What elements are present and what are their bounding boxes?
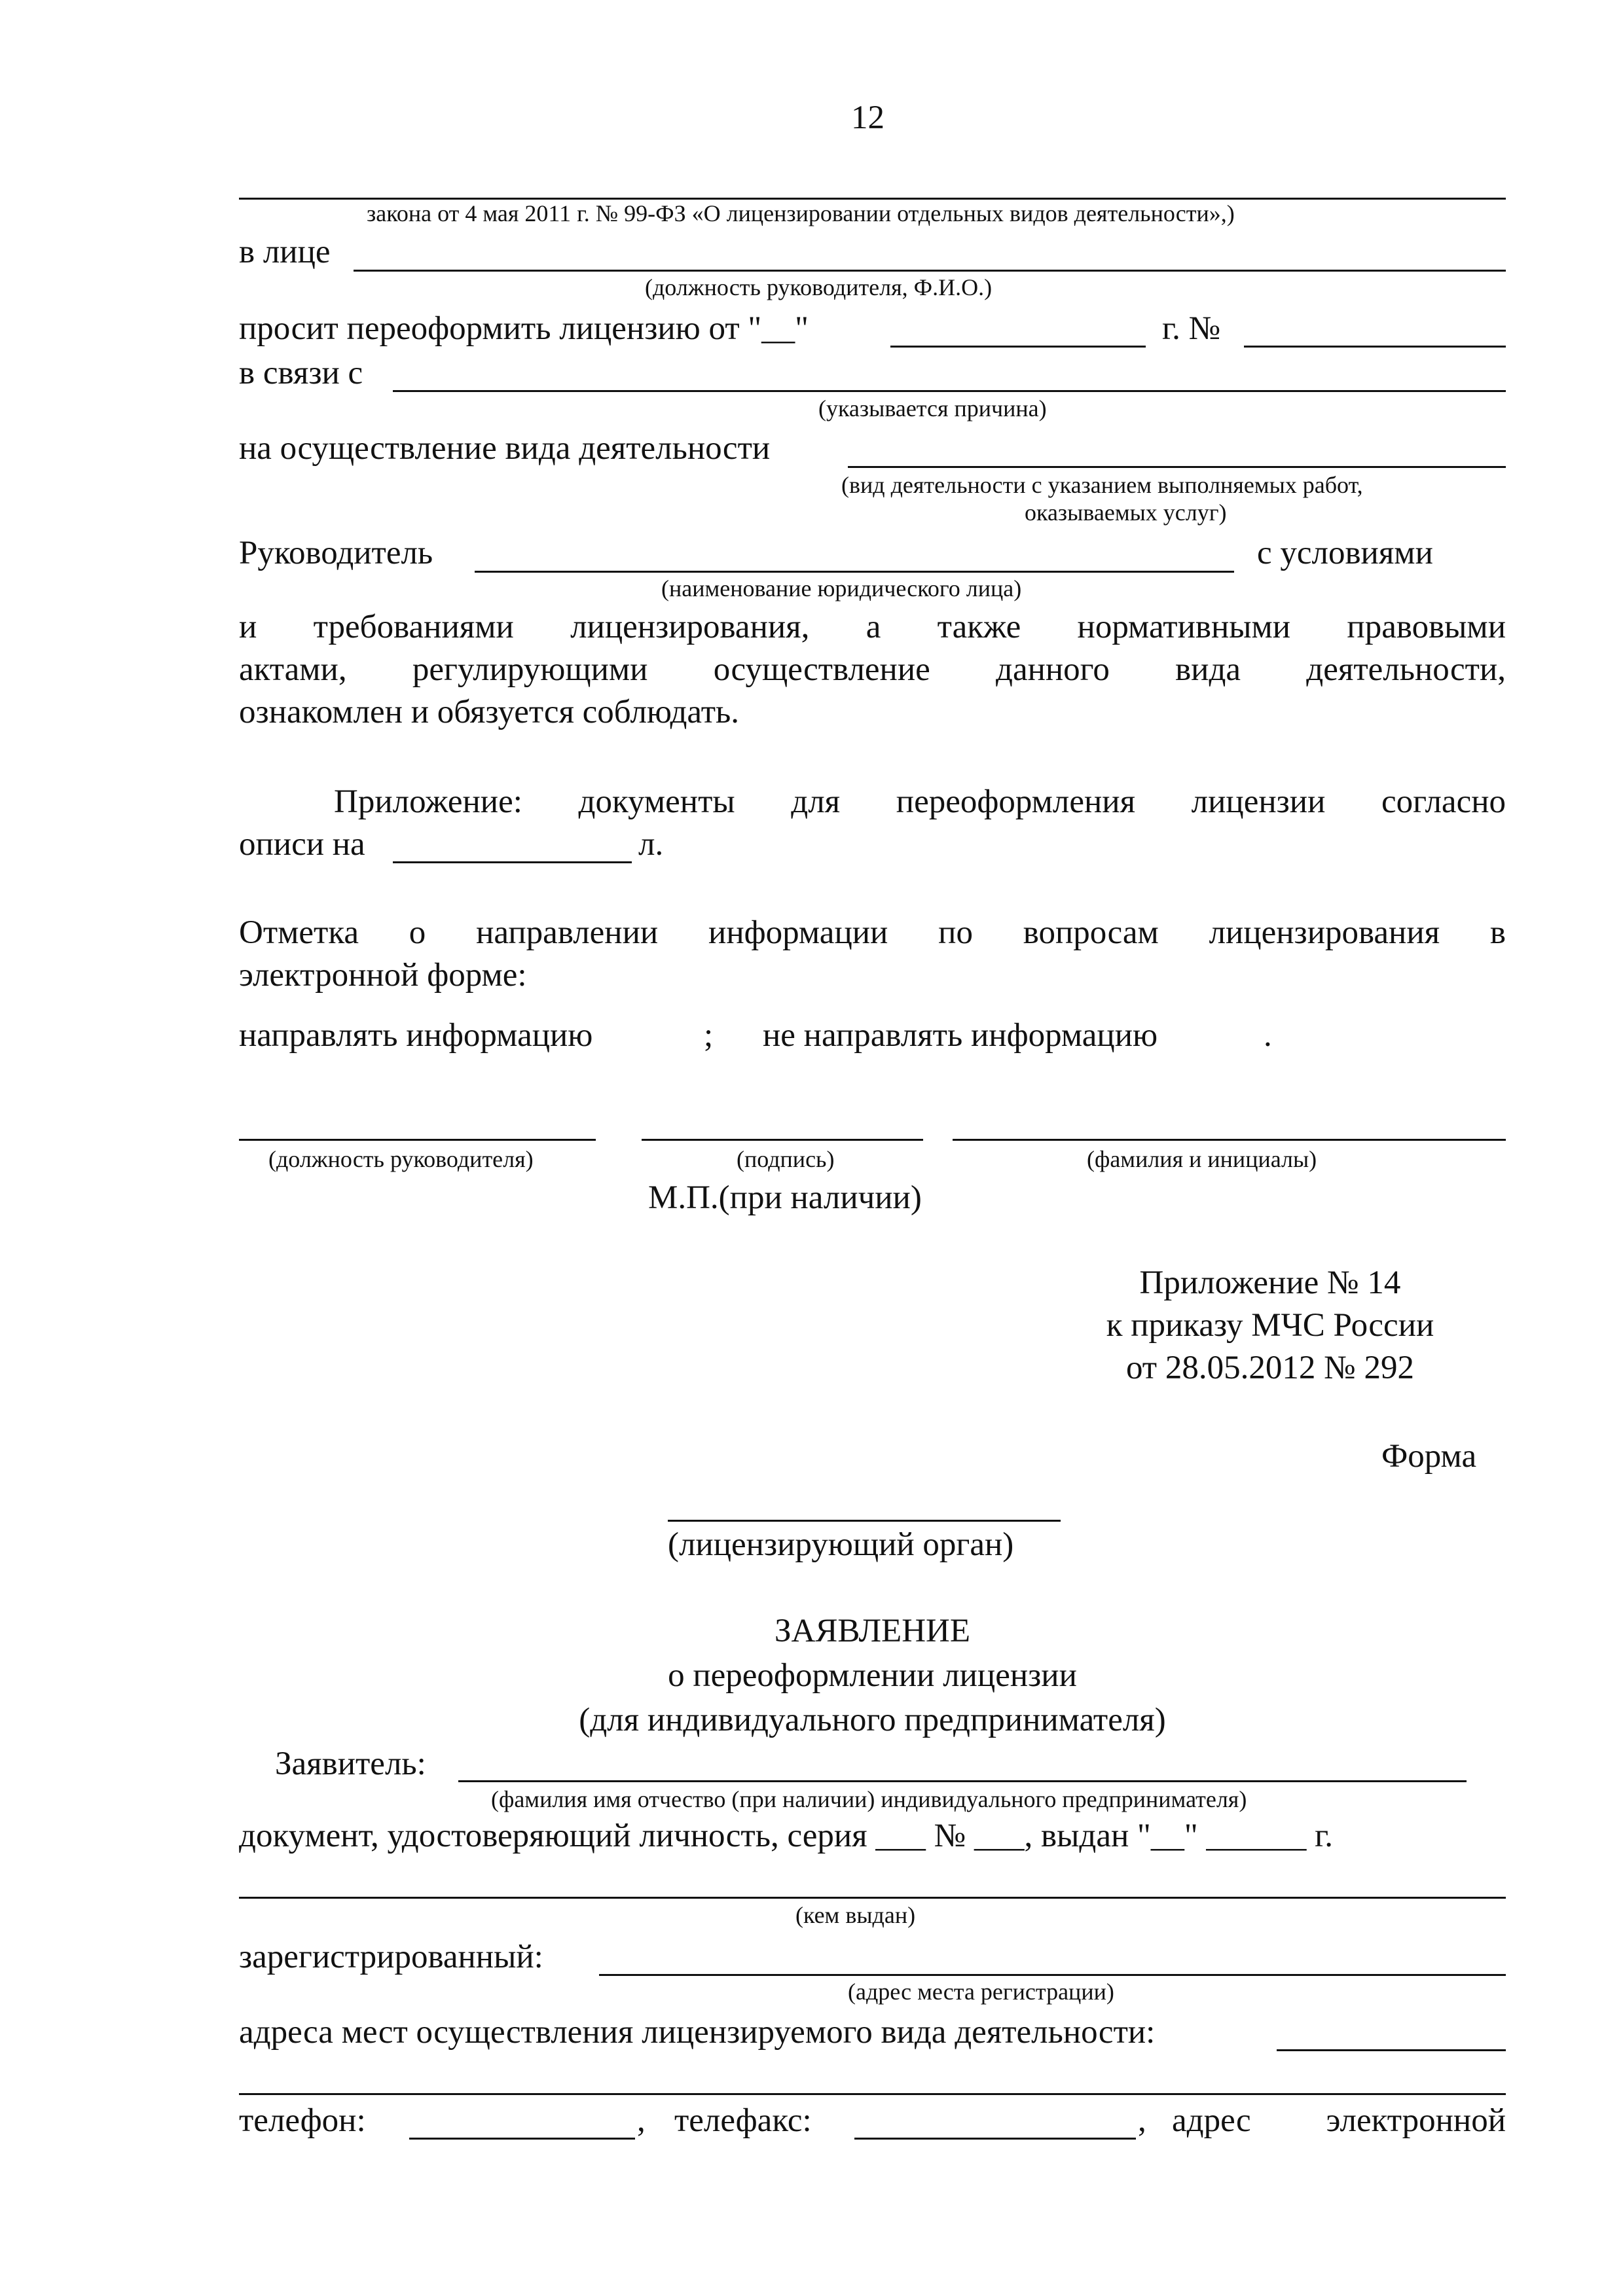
applicant-field[interactable]	[458, 1780, 1467, 1782]
send-info-option[interactable]: направлять информацию	[239, 1017, 593, 1054]
registered-label: зарегистрированный:	[239, 1939, 543, 1975]
in-person-caption: (должность руководителя, Ф.И.О.)	[645, 274, 993, 300]
statement-subtitle-1: о переоформлении лицензии	[668, 1657, 1077, 1694]
law-reference: закона от 4 мая 2011 г. № 99-ФЗ «О лицензировании отдельных видов деятельности»,)	[367, 200, 1235, 226]
activity-addresses-label: адреса мест осуществления лицензируемого вида деятельности:	[239, 2014, 1156, 2051]
legal-entity-caption: (наименование юридического лица)	[661, 575, 1022, 601]
activity-addresses-field[interactable]	[1277, 2049, 1506, 2051]
pages-count-field[interactable]	[393, 861, 632, 863]
position-signature-line[interactable]	[239, 1139, 596, 1141]
authority-caption: (лицензирующий орган)	[668, 1526, 1014, 1563]
applicant-label: Заявитель:	[275, 1746, 426, 1782]
activity-label: на осуществление вида деятельности	[239, 430, 771, 467]
statement-title: ЗАЯВЛЕНИЕ	[774, 1613, 971, 1649]
option-end: .	[1264, 1017, 1272, 1054]
option-separator: ;	[704, 1017, 714, 1054]
appendix-line-2: к приказу МЧС России	[1106, 1307, 1434, 1344]
issued-by-caption: (кем выдан)	[795, 1902, 916, 1928]
phone-field[interactable]	[409, 2138, 635, 2140]
requirements-line-1: и требованиями лицензирования, а также нормативными правовыми	[239, 609, 1506, 645]
signature-line[interactable]	[642, 1139, 923, 1141]
activity-field[interactable]	[848, 466, 1506, 468]
appendix-line-3: от 28.05.2012 № 292	[1125, 1350, 1415, 1386]
id-document-line[interactable]: документ, удостоверяющий личность, серия ___ № ___, выдан "__" ______ г.	[239, 1818, 1334, 1854]
attachment-line-2-prefix: описи на	[239, 826, 365, 863]
reissue-text: просит переоформить лицензию от "__"	[239, 310, 809, 347]
conditions-label: с условиями	[1257, 535, 1433, 571]
appendix-line-1: Приложение № 14	[1139, 1265, 1401, 1301]
in-connection-label: в связи с	[239, 355, 363, 391]
name-signature-line[interactable]	[953, 1139, 1506, 1141]
issued-by-field[interactable]	[239, 1897, 1506, 1899]
applicant-caption: (фамилия имя отчество (при наличии) индивидуального предпринимателя)	[491, 1786, 1247, 1812]
name-caption: (фамилия и инициалы)	[1087, 1146, 1317, 1172]
statement-subtitle-2: (для индивидуального предпринимателя)	[579, 1702, 1166, 1738]
activity-caption-1: (вид деятельности с указанием выполняемых работ,	[841, 472, 1363, 498]
stamp-label: М.П.(при наличии)	[648, 1179, 922, 1216]
signature-caption: (подпись)	[737, 1146, 835, 1172]
reason-caption: (указывается причина)	[818, 395, 1047, 422]
mark-line-1: Отметка о направлении информации по вопросам лицензирования в	[239, 914, 1506, 951]
mark-line-2: электронной форме:	[239, 957, 527, 994]
registration-address-caption: (адрес места регистрации)	[848, 1979, 1114, 2005]
legal-entity-field[interactable]	[475, 571, 1234, 573]
email-label: адрес электронной	[1172, 2102, 1506, 2139]
year-number-label: г. №	[1162, 310, 1221, 347]
fax-label: телефакс:	[674, 2102, 812, 2139]
in-person-label: в лице	[239, 234, 331, 270]
license-number-field[interactable]	[1244, 346, 1506, 348]
fax-field[interactable]	[854, 2138, 1136, 2140]
page-number: 12	[851, 99, 884, 136]
activity-addresses-field-2[interactable]	[239, 2093, 1506, 2095]
registration-address-field[interactable]	[599, 1974, 1506, 1976]
phone-comma: ,	[637, 2102, 646, 2139]
reason-field[interactable]	[393, 390, 1506, 392]
requirements-line-3: ознакомлен и обязуется соблюдать.	[239, 694, 740, 730]
no-send-info-option[interactable]: не направлять информацию	[763, 1017, 1158, 1054]
attachment-line-1: Приложение: документы для переоформления лицензии согласно	[334, 783, 1506, 820]
position-caption: (должность руководителя)	[268, 1146, 534, 1172]
head-label: Руководитель	[239, 535, 433, 571]
phone-label: телефон:	[239, 2102, 366, 2139]
attachment-line-2-suffix: л.	[638, 826, 664, 863]
fax-comma: ,	[1138, 2102, 1146, 2139]
requirements-line-2: актами, регулирующими осуществление данного вида деятельности,	[239, 651, 1506, 688]
form-label: Форма	[1381, 1438, 1477, 1475]
authority-field[interactable]	[668, 1520, 1061, 1522]
license-date-field[interactable]	[890, 346, 1146, 348]
in-person-field[interactable]	[354, 270, 1506, 272]
activity-caption-2: оказываемых услуг)	[1025, 499, 1227, 526]
